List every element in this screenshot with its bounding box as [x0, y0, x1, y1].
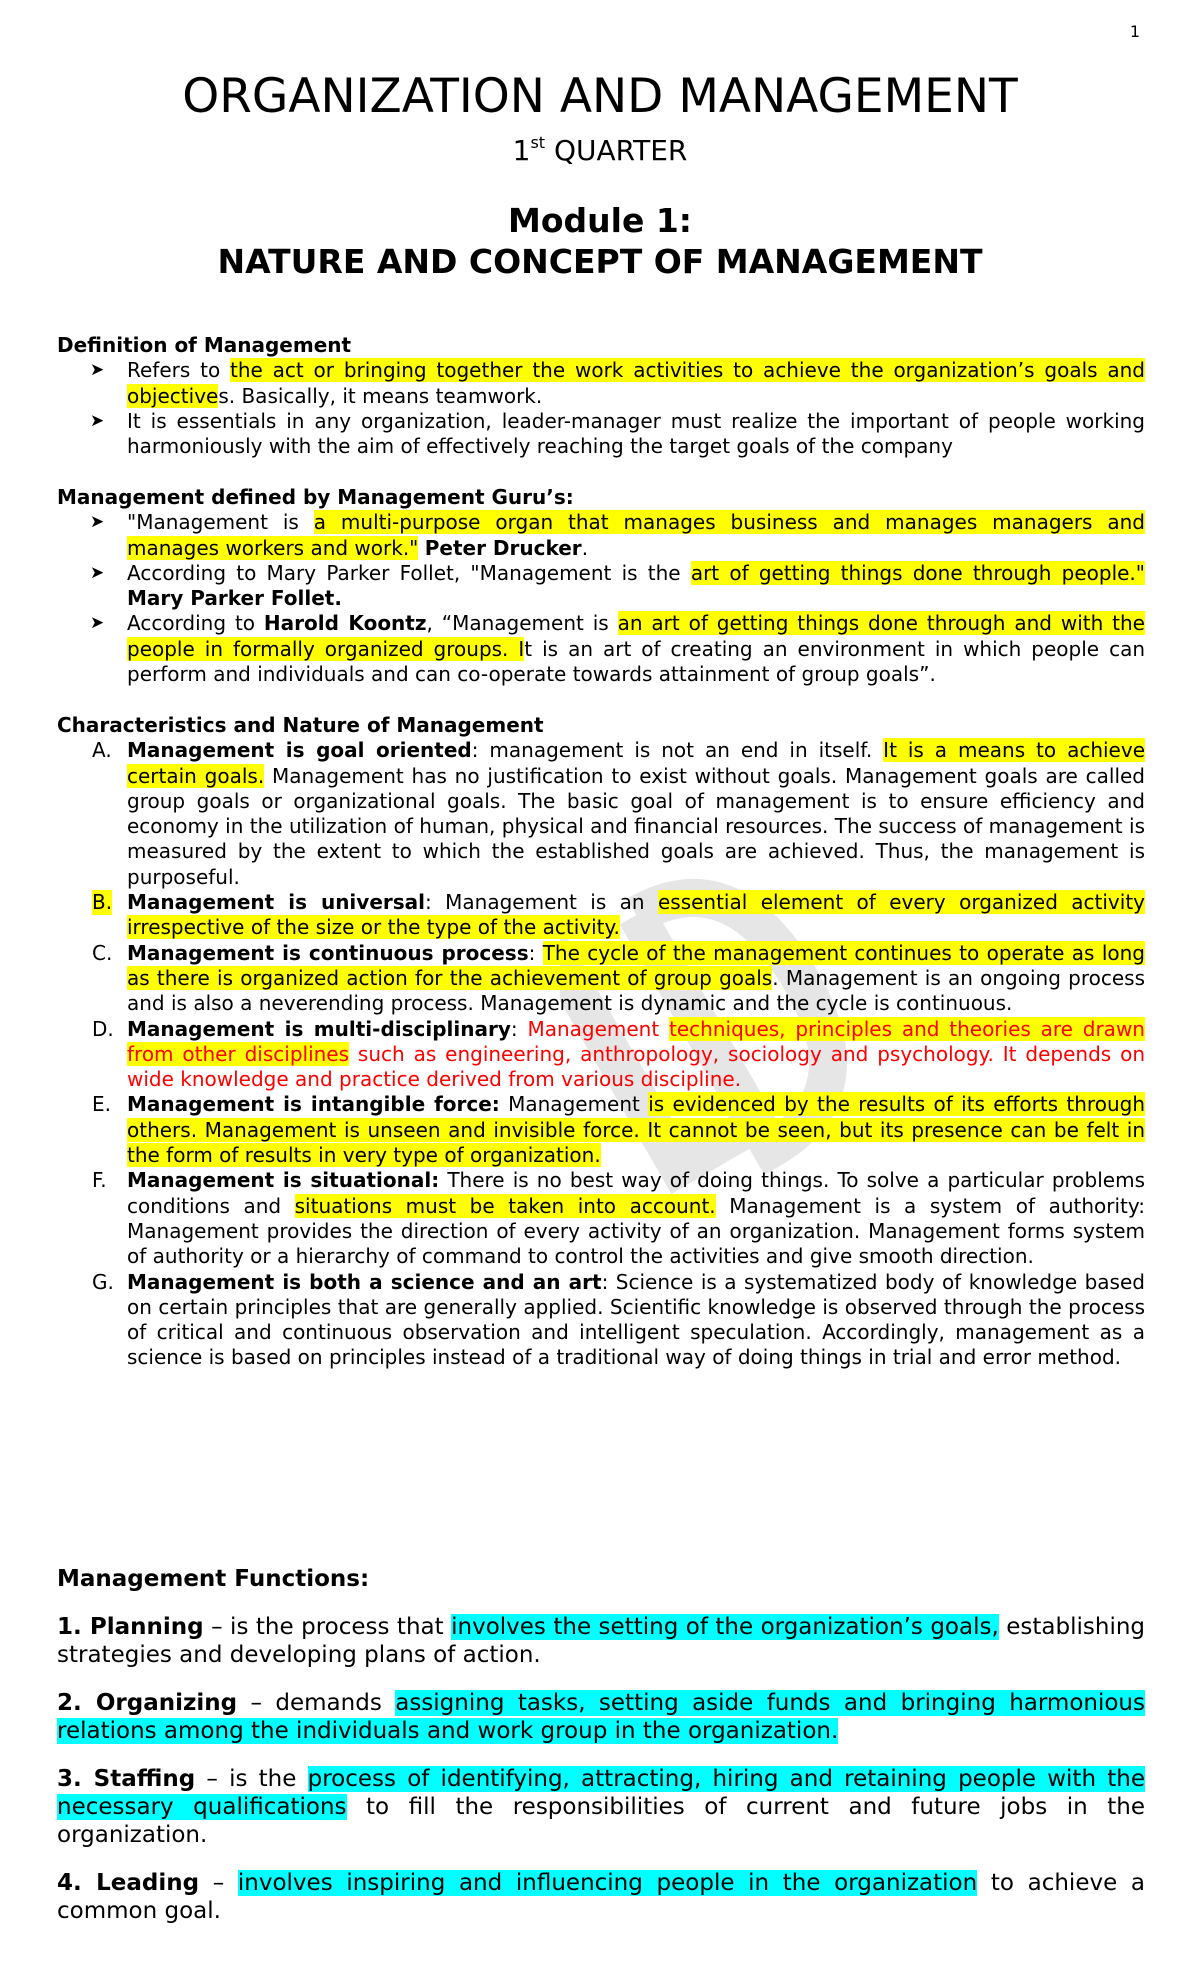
arrow-bullet-icon: ➤	[90, 562, 105, 583]
characteristics-section	[57, 713, 1145, 1371]
highlight: a multi-purpose organ that manages business and manages managers and manages workers and work."	[127, 510, 1146, 560]
guru-name: Harold Koontz	[263, 611, 427, 636]
module-title: NATURE AND CONCEPT OF MANAGEMENT	[217, 242, 983, 281]
definition-heading: Definition of Management	[57, 333, 352, 357]
characteristic-d: D. Management is multi-disciplinary: Management techniques, principles and theories are drawn from other disciplines such as engineering, anthropology, sociology and psychology. It depends on wide knowledge and practice derived from various discipline.	[92, 1016, 1146, 1092]
highlight: process of identifying, attracting, hiring and retaining people with the necessary qualifications	[57, 1766, 1145, 1820]
highlight: techniques, principles and theories are drawn from other disciplines	[127, 1016, 1145, 1066]
functions-heading: Management Functions:	[57, 1566, 370, 1592]
guru-bullet-koontz: ➤ According to Harold Koontz, “Management is an art of getting things done through and with the people in formally organized groups. It is an art of creating an environment in which people can perform and individuals and can co-operate towards attainment of group goals”.	[90, 611, 1145, 687]
characteristic-a: A. Management is goal oriented: management is not an end in itself. It is a means to achieve certain goals. Management has no justification to exist without goals. Management goals are called group goals or organizational goals. The basic goal of management is to ensure efficiency and economy in the utilization of human, physical and financial resources. The success of management is measured by the extent to which the established goals are achieved. Thus, the management is purposeful.	[92, 738, 1146, 889]
arrow-bullet-icon: ➤	[90, 360, 105, 381]
highlight: the act or bringing together the work activities to achieve the organization’s goals and objective	[127, 358, 1145, 408]
characteristic-c: C. Management is continuous process: The cycle of the management continues to operate as long as there is organized action for the achievement of group goals. Management is an ongoing process and is also a neverending process. Management is dynamic and the cycle is continuous.	[92, 940, 1145, 1016]
highlight: The cycle of the management continues to operate as long as there is organized action for the achievement of group goals	[127, 940, 1145, 990]
characteristic-b: B. Management is universal: Management is an essential element of every organized activity irrespective of the size or the type of the activity.	[92, 890, 1145, 940]
function-planning: 1. Planning – is the process that involves the setting of the organization’s goals, establishing strategies and developing plans of action.	[57, 1614, 1146, 1668]
characteristic-g: G. Management is both a science and an art: Science is a systematized body of knowledge based on certain principles that are generally applied. Scientific knowledge is observed through the process of critical and continuous observation and intelligent speculation. Accordingly, management as a science is based on principles instead of a traditional way of doing things in trial and error method.	[92, 1269, 1145, 1370]
highlight: assigning tasks, setting aside funds and bringing harmonious relations among the individuals and work group in the organization.	[57, 1690, 1145, 1744]
arrow-bullet-icon: ➤	[90, 410, 105, 431]
characteristics-heading: Characteristics and Nature of Management	[57, 713, 544, 737]
arrow-bullet-icon: ➤	[90, 512, 105, 533]
highlight: essential element of every organized activity irrespective of the size or the type of the activity.	[127, 890, 1145, 940]
arrow-bullet-icon: ➤	[90, 613, 105, 634]
highlight: art of getting things done through people."	[690, 560, 1145, 585]
guru-name: Peter Drucker	[424, 535, 582, 560]
function-organizing: 2. Organizing – demands assigning tasks, setting aside funds and bringing harmonious relations among the individuals and work group in the organization.	[57, 1690, 1145, 1744]
function-leading: 4. Leading – involves inspiring and influencing people in the organization to achieve a common goal.	[57, 1870, 1145, 1924]
gurus-section	[57, 485, 1145, 687]
definition-bullet-2: ➤ It is essentials in any organization, leader-manager must realize the important of people working harmoniously with the aim of effectively reaching the target goals of the company	[90, 408, 1145, 459]
quarter-label: QUARTER	[545, 134, 688, 167]
quarter-number: 1	[512, 134, 531, 167]
highlight: an art of getting things done through and with the people in formally organized groups. I	[127, 611, 1145, 661]
characteristic-f: F. Management is situational: There is no best way of doing things. To solve a particular problems conditions and situations must be taken into account. Management is a system of authority: Management provides the direction of every activity of an organization. Management forms system of authority or a hierarchy of command to control the activities and give smooth direction.	[92, 1168, 1146, 1269]
functions-section	[57, 1565, 1145, 1925]
highlight: situations must be taken into account.	[294, 1193, 716, 1218]
guru-bullet-follet: ➤ According to Mary Parker Follet, "Management is the art of getting things done through people." Mary Parker Follet.	[90, 560, 1145, 611]
guru-bullet-drucker: ➤ "Management is a multi-purpose organ that manages business and manages managers and manages workers and work." Peter Drucker.	[90, 510, 1146, 560]
page-number: 1	[1129, 22, 1140, 41]
highlight: involves the setting of the organization’s goals,	[451, 1614, 999, 1640]
document-title: ORGANIZATION AND MANAGEMENT	[182, 69, 1018, 124]
function-staffing: 3. Staffing – is the process of identifying, attracting, hiring and retaining people with the necessary qualifications to fill the responsibilities of current and future jobs in the organization.	[57, 1766, 1145, 1848]
module-heading: Module 1:	[508, 201, 692, 240]
quarter-subtitle	[0, 126, 1200, 168]
characteristic-e: E. Management is intangible force: Management is evidenced by the results of its efforts through others. Management is unseen and invisible force. It cannot be seen, but its presence can be felt in the form of results in very type of organization.	[92, 1092, 1145, 1168]
gurus-heading: Management defined by Management Guru’s:	[57, 485, 574, 509]
definition-section	[57, 333, 1145, 459]
definition-bullet-1: ➤ Refers to the act or bringing together the work activities to achieve the organization’s goals and objectives. Basically, it means teamwork.	[90, 358, 1145, 408]
highlight: involves inspiring and influencing people in the organization	[237, 1870, 978, 1896]
guru-name: Mary Parker Follet.	[127, 586, 342, 611]
highlight: is evidenced by the results of its efforts through others. Management is unseen and invisible force. It cannot be seen, but its presence can be felt in the form of results in very type of organization.	[127, 1092, 1145, 1168]
quarter-superscript: st	[530, 133, 546, 152]
highlight: It is a means to achieve certain goals.	[127, 738, 1145, 788]
